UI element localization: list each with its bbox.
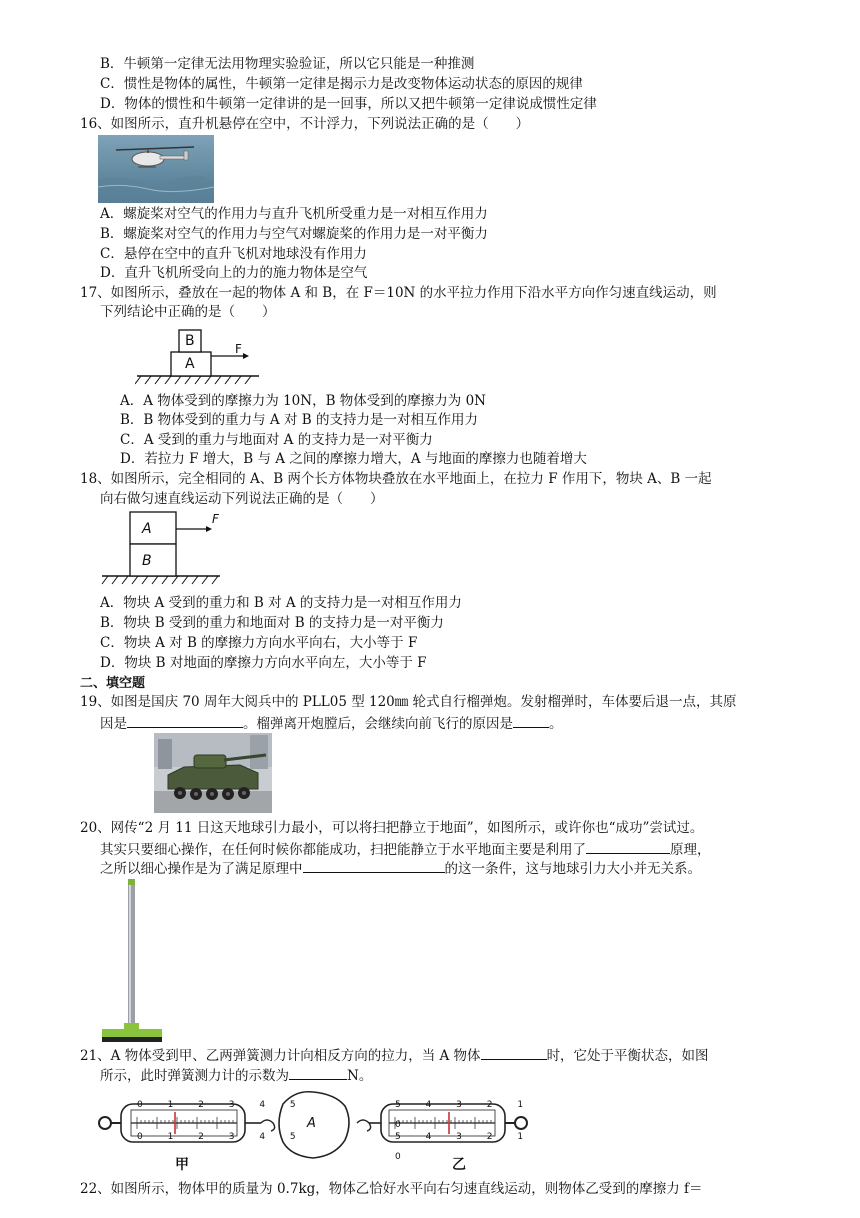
q17-label-b: B bbox=[185, 333, 195, 349]
section-title: 二、填空题 bbox=[80, 676, 146, 691]
q22-line1: 22、如图所示，物体甲的质量为 0.7kg，物体乙恰好水平向右匀速直线运动，则物体乙受到的摩擦力 f＝ bbox=[80, 1181, 703, 1197]
q18-option-a: A．物块 A 受到的重力和 B 对 A 的支持力是一对相互作用力 bbox=[100, 595, 462, 611]
q19-text-b: 。榴弹离开炮膛后，会继续向前飞行的原因是 bbox=[243, 716, 513, 732]
q19-text-a: 因是 bbox=[100, 716, 127, 732]
howitzer-photo bbox=[154, 733, 272, 813]
scale-right-top-numbers: 5 4 3 2 1 0 bbox=[395, 1100, 535, 1130]
q17-stem-line2: 下列结论中正确的是（ ） bbox=[100, 304, 276, 320]
q18-block-diagram bbox=[98, 508, 238, 592]
broom-photo bbox=[100, 877, 166, 1043]
q21-text-c: 所示，此时弹簧测力计的示数为 bbox=[100, 1068, 289, 1084]
q19-blank-2[interactable] bbox=[513, 713, 549, 728]
q17-option-c: C．A 受到的重力与地面对 A 的支持力是一对平衡力 bbox=[120, 432, 433, 448]
helicopter-photo bbox=[98, 135, 214, 203]
q19-text-c: 。 bbox=[549, 716, 563, 732]
q18-option-c: C．物块 A 对 B 的摩擦力方向水平向右，大小等于 F bbox=[100, 635, 418, 651]
q18-stem-line2: 向右做匀速直线运动下列说法正确的是（ ） bbox=[100, 491, 384, 507]
q21-line2 bbox=[100, 1065, 372, 1087]
q16-option-a: A．螺旋桨对空气的作用力与直升飞机所受重力是一对相互作用力 bbox=[100, 206, 488, 222]
q15-option-b: B．牛顿第一定律无法用物理实验验证，所以它只能是一种推测 bbox=[100, 56, 475, 72]
q19-line2 bbox=[100, 713, 563, 735]
q17-option-d: D．若拉力 F 增大，B 与 A 之间的摩擦力增大，A 与地面的摩擦力也随着增大 bbox=[120, 451, 587, 467]
object-a-label: A bbox=[307, 1116, 316, 1131]
q21-text-d: N。 bbox=[347, 1068, 373, 1084]
q17-option-a: A．A 物体受到的摩擦力为 10N，B 物体受到的摩擦力为 0N bbox=[120, 393, 486, 409]
q21-blank-1[interactable] bbox=[481, 1045, 547, 1060]
q20-line3 bbox=[100, 858, 701, 880]
q15-option-c: C．惯性是物体的属性，牛顿第一定律是揭示力是改变物体运动状态的原因的规律 bbox=[100, 76, 583, 92]
q20-text-b: 原理， bbox=[670, 842, 711, 858]
q18-label-f: F bbox=[212, 512, 219, 526]
q20-text-c: 之所以细心操作是为了满足原理中 bbox=[100, 861, 303, 877]
q18-stem-line1: 18、如图所示，完全相同的 A、B 两个长方体物块叠放在水平地面上，在拉力 F 作用下，物块 A、B 一起 bbox=[80, 471, 712, 487]
scale-label-jia: 甲 bbox=[175, 1157, 189, 1173]
q20-blank-1[interactable] bbox=[586, 839, 670, 854]
scale-left-bottom-numbers: 0 1 2 3 4 5 bbox=[137, 1132, 307, 1142]
q21-line1 bbox=[80, 1045, 709, 1067]
q20-text-a: 其实只要细心操作，在任何时候你都能成功，扫把能静立于水平地面主要是利用了 bbox=[100, 842, 586, 858]
q21-blank-2[interactable] bbox=[289, 1065, 347, 1080]
q16-option-c: C．悬停在空中的直升飞机对地球没有作用力 bbox=[100, 246, 367, 262]
q17-stem-line1: 17、如图所示，叠放在一起的物体 A 和 B，在 F＝10N 的水平拉力作用下沿水平方向作匀速直线运动，则 bbox=[80, 285, 717, 301]
q20-text-d: 的这一条件，这与地球引力大小并无关系。 bbox=[444, 861, 701, 877]
q16-option-b: B．螺旋桨对空气的作用力与空气对螺旋桨的作用力是一对平衡力 bbox=[100, 226, 488, 242]
q18-option-d: D．物块 B 对地面的摩擦力方向水平向左，大小等于 F bbox=[100, 655, 427, 671]
q20-line1: 20、网传“2 月 11 日这天地球引力最小，可以将扫把静立于地面”，如图所示，或许你也“成功”尝试过。 bbox=[80, 820, 704, 836]
q19-blank-1[interactable] bbox=[127, 713, 243, 728]
q17-label-f: F bbox=[235, 342, 242, 356]
q18-label-b: B bbox=[142, 553, 152, 569]
q15-option-d: D．物体的惯性和牛顿第一定律讲的是一回事，所以又把牛顿第一定律说成惯性定律 bbox=[100, 96, 597, 112]
q19-line1: 19、如图是国庆 70 周年大阅兵中的 PLL05 型 120㎜ 轮式自行榴弹炮。发射榴弹时，车体要后退一点，其原 bbox=[80, 694, 737, 710]
scale-right-bottom-numbers: 5 4 3 2 1 0 bbox=[395, 1132, 535, 1162]
q17-block-diagram bbox=[135, 324, 275, 388]
q16-stem: 16、如图所示，直升机悬停在空中，不计浮力，下列说法正确的是（ ） bbox=[80, 116, 530, 132]
spring-scales-diagram bbox=[95, 1086, 535, 1166]
q17-option-b: B．B 物体受到的重力与 A 对 B 的支持力是一对相互作用力 bbox=[120, 412, 478, 428]
q21-text-a: 21、A 物体受到甲、乙两弹簧测力计向相反方向的拉力，当 A 物体 bbox=[80, 1048, 481, 1064]
q21-text-b: 时，它处于平衡状态，如图 bbox=[546, 1048, 709, 1064]
q18-label-a: A bbox=[142, 521, 152, 537]
q18-option-b: B．物块 B 受到的重力和地面对 B 的支持力是一对平衡力 bbox=[100, 615, 444, 631]
scale-label-yi: 乙 bbox=[452, 1157, 466, 1173]
scale-left-top-numbers: 0 1 2 3 4 5 bbox=[137, 1100, 307, 1110]
q20-blank-2[interactable] bbox=[303, 858, 445, 873]
q17-label-a: A bbox=[185, 356, 195, 372]
q16-option-d: D．直升飞机所受向上的力的施力物体是空气 bbox=[100, 265, 368, 281]
